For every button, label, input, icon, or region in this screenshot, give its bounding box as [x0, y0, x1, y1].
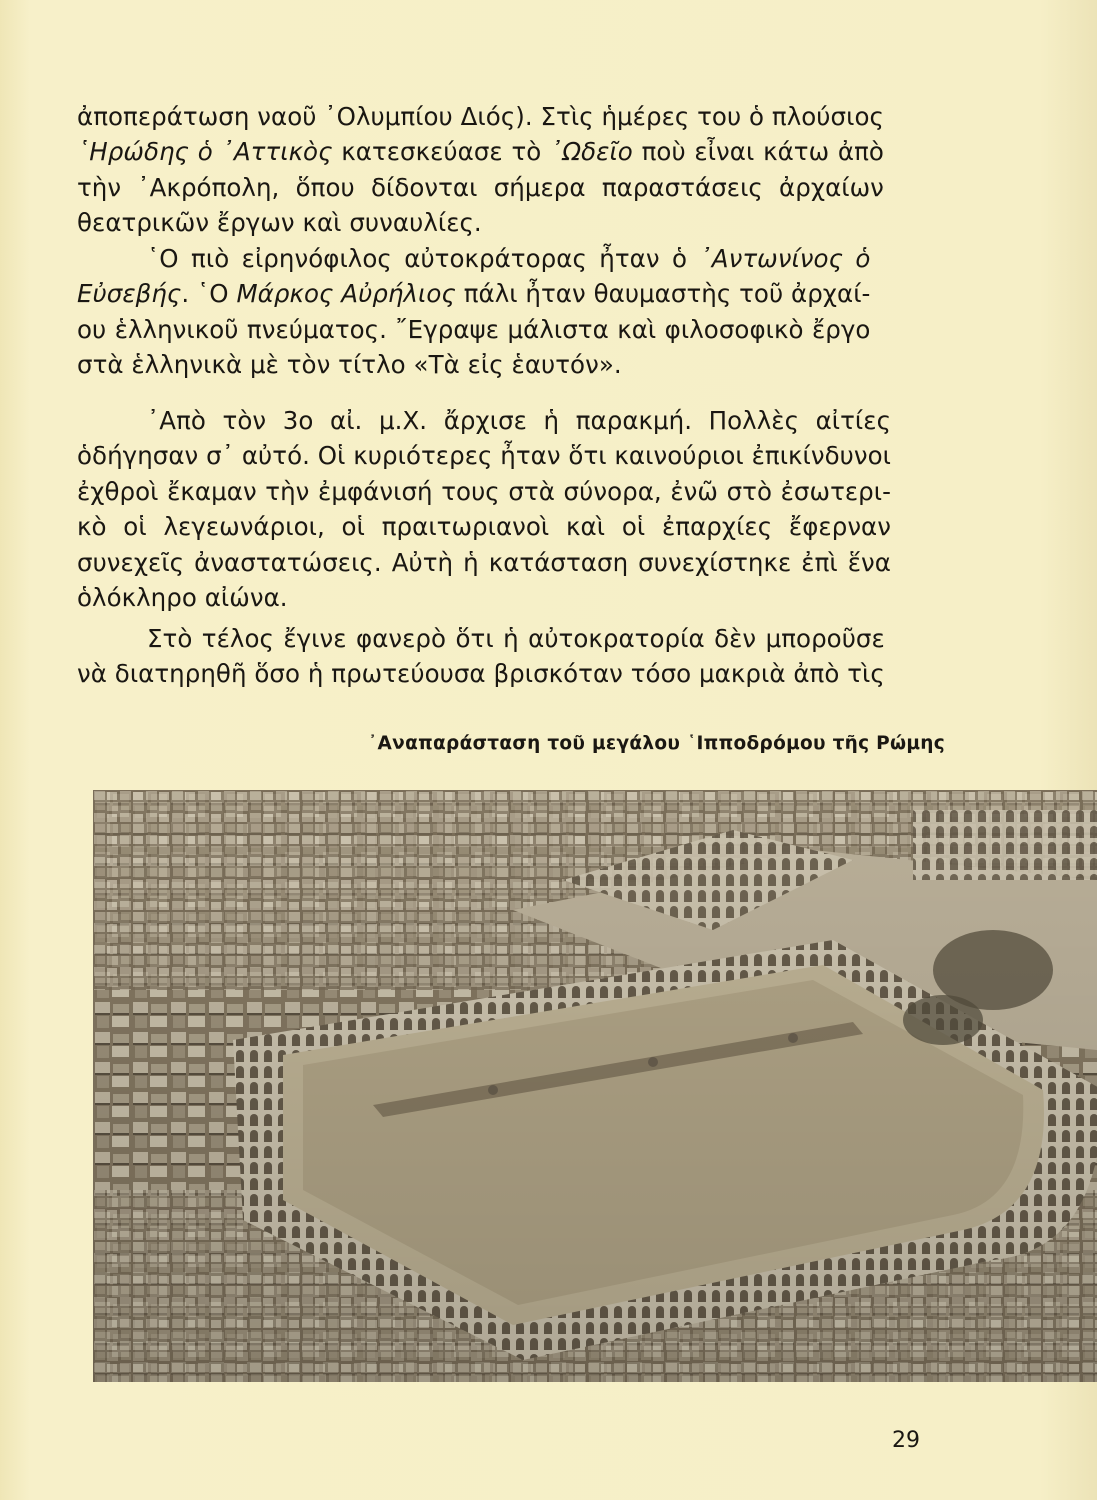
paragraph-4 — [77, 621, 885, 692]
circus-maximus-model-photo — [93, 790, 1097, 1382]
text-line: ἐχθροὶ ἔκαμαν τὴν ἐμφάνισή τους στὰ σύνορα, ἐνῶ στὸ ἐσωτερι- — [77, 476, 891, 506]
text-run: ῾Ο πιὸ εἰρηνόφιλος αὐτοκράτορας ἦταν ὁ — [147, 244, 700, 273]
hippodrome-illustration — [93, 790, 1097, 1382]
text-line: κὸ οἱ λεγεωνάριοι, οἱ πραιτωριανοὶ καὶ οἱ ἐπαρχίες ἔφερναν — [77, 512, 891, 542]
text-line — [77, 241, 870, 276]
text-line: ὁλόκληρο αἰώνα. — [77, 583, 288, 613]
italic-name: Εὐσεβής — [77, 279, 182, 309]
text-line — [77, 134, 884, 169]
text-run: κατεσκεύασε τὸ — [332, 137, 551, 167]
italic-name: ᾿Αντωνίνος ὁ — [699, 244, 871, 273]
text-line: ὁδήγησαν σ᾿ αὐτό. Οἱ κυριότερες ἦταν ὅτι καινούριοι ἐπικίνδυνοι — [77, 441, 891, 471]
text-line: ἀποπεράτωση ναοῦ ᾿Ολυμπίου Διός). Στὶς ἡμέρες του ὁ πλούσιος — [77, 102, 884, 131]
text-line — [77, 276, 870, 311]
photo-caption: ᾿Αναπαράσταση τοῦ μεγάλου ῾Ιπποδρόμου τῆς Ρώμης — [368, 733, 946, 754]
paragraph-1 — [77, 99, 884, 241]
text-line: θεατρικῶν ἔργων καὶ συναυλίες. — [77, 208, 482, 238]
italic-name: Μάρκος Αὐρήλιος — [236, 279, 456, 309]
text-line: στὰ ἑλληνικὰ μὲ τὸν τίτλο «Τὰ εἰς ἑαυτόν». — [77, 350, 622, 380]
text-run: ποὺ εἶναι κάτω ἀπὸ — [632, 137, 884, 167]
text-line: ᾿Απὸ τὸν 3ο αἰ. μ.Χ. ἄρχισε ἡ παρακμή. Πολλὲς αἰτίες — [147, 406, 891, 435]
text-line: Στὸ τέλος ἔγινε φανερὸ ὅτι ἡ αὐτοκρατορία δὲν μποροῦσε — [147, 624, 885, 653]
paragraph-3 — [77, 403, 891, 615]
text-line: συνεχεῖς ἀναστατώσεις. Αὐτὴ ἡ κατάσταση συνεχίστηκε ἐπὶ ἕνα — [77, 547, 891, 577]
text-run: . ῾Ο — [181, 279, 237, 309]
text-line: ου ἑλληνικοῦ πνεύματος. ῎Εγραψε μάλιστα καὶ φιλοσοφικὸ ἔργο — [77, 314, 871, 344]
italic-name: ῾Ηρώδης ὁ ᾿Αττικὸς — [77, 137, 333, 167]
italic-name: ᾿Ωδεῖο — [550, 137, 633, 167]
text-run: πάλι ἦταν θαυμαστὴς τοῦ ἀρχαί- — [455, 279, 871, 309]
text-line: τὴν ᾿Ακρόπολη, ὅπου δίδονται σήμερα παραστάσεις ἀρχαίων — [77, 172, 884, 202]
text-line: νὰ διατηρηθῆ ὅσο ἡ πρωτεύουσα βρισκόταν τόσο μακριὰ ἀπὸ τὶς — [77, 659, 885, 689]
page-number: 29 — [892, 1428, 920, 1453]
paragraph-2 — [77, 241, 870, 383]
